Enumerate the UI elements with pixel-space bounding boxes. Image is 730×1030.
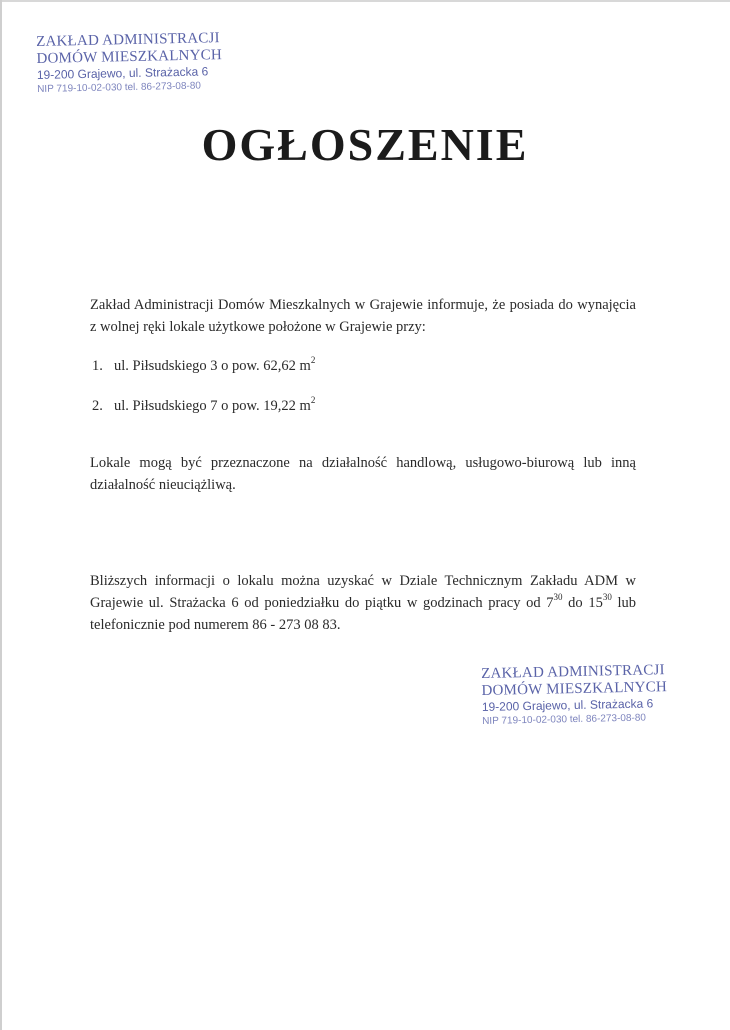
- list-item-number: 1.: [92, 358, 103, 374]
- stamp-org-name-line1: ZAKŁAD ADMINISTRACJI: [36, 30, 220, 50]
- list-item-text: ul. Piłsudskiego 7 o pow. 19,22 m: [114, 398, 311, 414]
- intro-paragraph: Zakład Administracji Domów Mieszkalnych w Grajewie informuje, że posiada do wynajęcia z wolnej ręki lokale użytkowe położone w Grajewie przy:: [90, 297, 636, 335]
- contact-text-part2: do 15: [562, 595, 603, 611]
- stamp-nip-phone: NIP 719-10-02-030 tel. 86-273-08-80: [482, 712, 647, 727]
- hour-end-minutes: 30: [602, 592, 612, 603]
- contact-paragraph: [90, 570, 636, 636]
- list-item-unit-superscript: 2: [310, 355, 316, 366]
- document-title: OGŁOSZENIE: [201, 119, 529, 170]
- stamp-org-name-line1: ZAKŁAD ADMINISTRACJI: [481, 662, 665, 682]
- list-item: [92, 396, 315, 416]
- stamp-org-name-line2: DOMÓW MIESZKALNYCH: [36, 47, 223, 67]
- stamp-org-name-line2: DOMÓW MIESZKALNYCH: [481, 679, 668, 699]
- stamp-nip-phone: NIP 719-10-02-030 tel. 86-273-08-80: [37, 80, 202, 95]
- list-item: [92, 356, 315, 376]
- contact-text-part1: Bliższych informacji o lokalu można uzyskać w Dziale Technicznym Zakładu ADM w Grajewie ul. Strażacka 6 od poniedziałku do piątku w godzinach pracy od 7: [90, 573, 636, 611]
- stamp-address: 19-200 Grajewo, ul. Strażacka 6: [36, 64, 209, 82]
- hour-start-minutes: 30: [553, 592, 563, 603]
- footer-stamp: [481, 662, 668, 728]
- list-item-text: ul. Piłsudskiego 3 o pow. 62,62 m: [114, 358, 311, 374]
- header-stamp: [36, 30, 223, 96]
- list-item-unit-superscript: 2: [310, 395, 316, 406]
- list-item-number: 2.: [92, 398, 103, 414]
- scan-edge-top: [0, 0, 730, 2]
- stamp-address: 19-200 Grajewo, ul. Strażacka 6: [481, 696, 654, 714]
- usage-paragraph: Lokale mogą być przeznaczone na działalność handlową, usługowo-biurową lub inną działalność nieuciążliwą.: [90, 455, 636, 493]
- contact-text-part3: lub telefonicznie pod numerem 86 - 273 08 83.: [90, 595, 637, 633]
